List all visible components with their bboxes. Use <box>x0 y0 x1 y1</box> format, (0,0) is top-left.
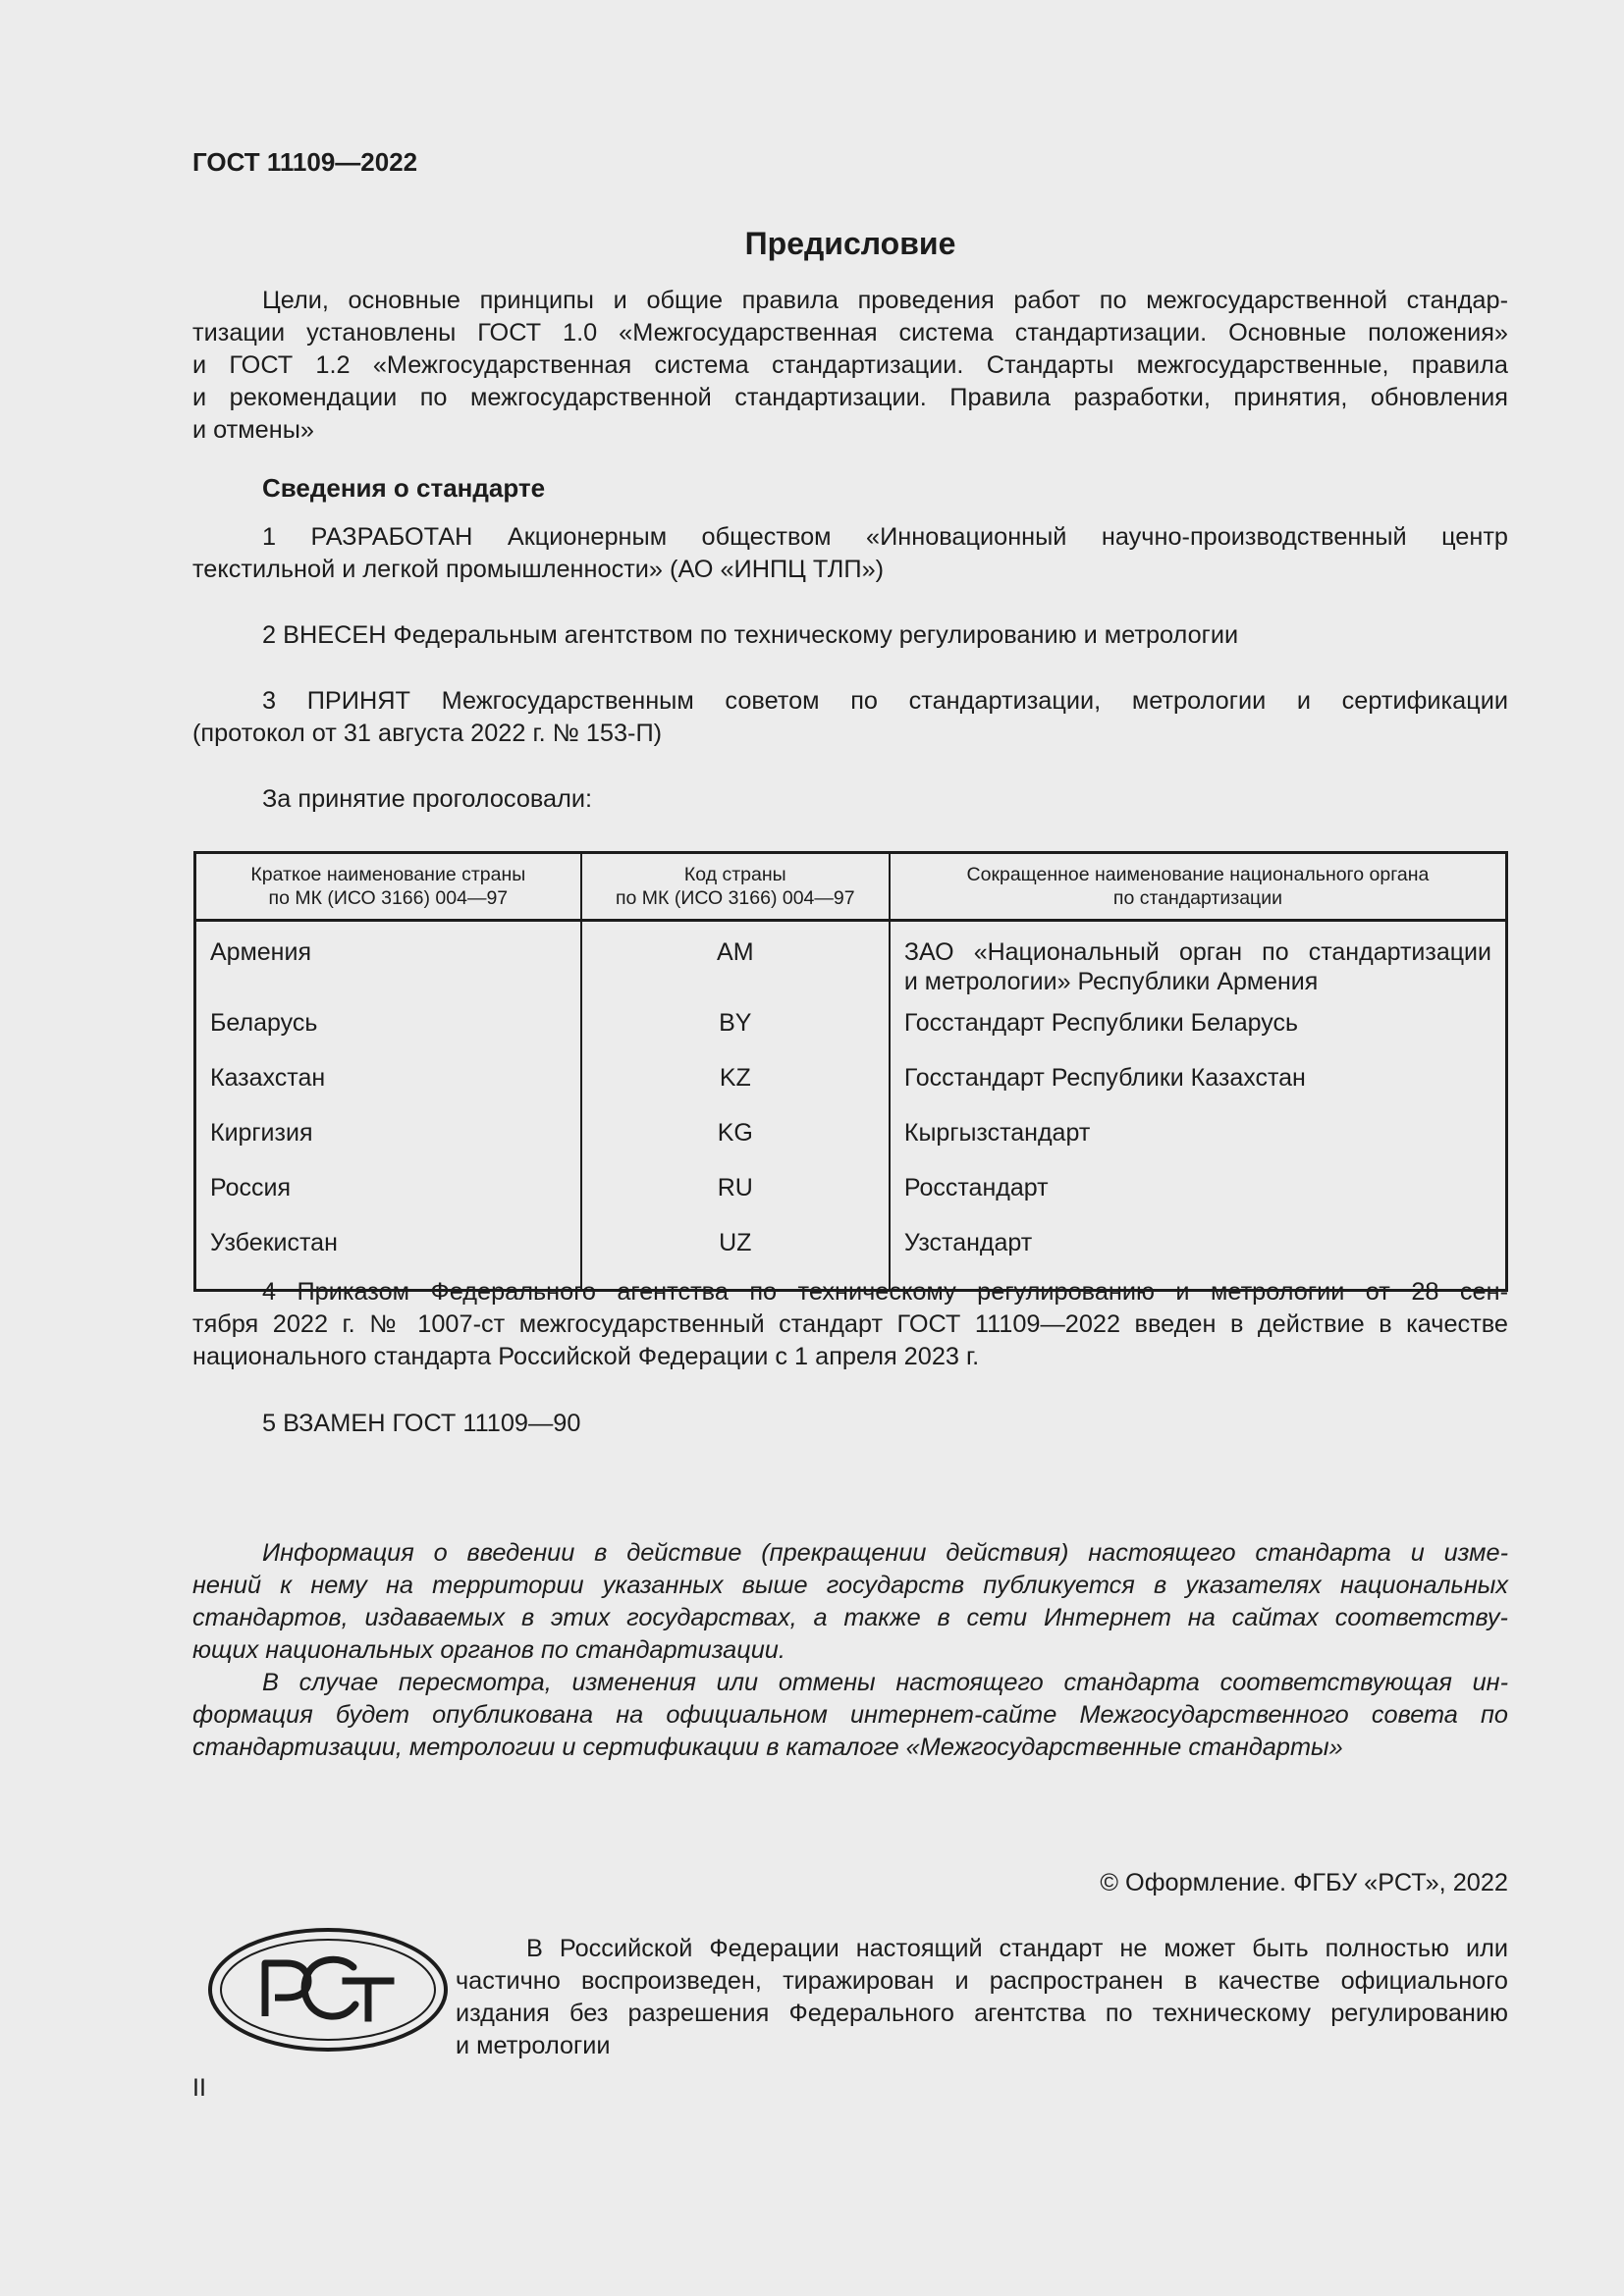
info-line: В случае пересмотра, изменения или отмены настоящего стандарта соответствующая ин- <box>262 1669 1508 1696</box>
item-line: тября 2022 г. № 1007-ст межгосударственный стандарт ГОСТ 11109—2022 введен в действие в качестве <box>192 1310 1508 1338</box>
country-cell: Беларусь <box>195 1002 581 1057</box>
item-enacted <box>192 1276 1508 1373</box>
organization-cell: Росстандарт <box>890 1167 1507 1222</box>
organization-cell: Госстандарт Республики Беларусь <box>890 1002 1507 1057</box>
column-header-country: Краткое наименование страны по МК (ИСО 3166) 004—97 <box>195 853 581 921</box>
info-paragraph <box>192 1537 1508 1764</box>
code-cell: UZ <box>581 1222 890 1291</box>
table-row <box>195 1057 1507 1112</box>
intro-line: Цели, основные принципы и общие правила проведения работ по межгосударственной стандар- <box>262 287 1508 314</box>
table-row <box>195 1112 1507 1167</box>
organization-cell: Кыргызстандарт <box>890 1112 1507 1167</box>
country-cell: Киргизия <box>195 1112 581 1167</box>
notice-line: и метрологии <box>456 2032 611 2059</box>
code-cell: KZ <box>581 1057 890 1112</box>
item-developed <box>192 521 1508 586</box>
code-cell: AM <box>581 921 890 1003</box>
info-line: ющих национальных органов по стандартизации. <box>192 1636 785 1664</box>
document-code: ГОСТ 11109—2022 <box>192 147 418 177</box>
item-line: текстильной и легкой промышленности» (АО «ИНПЦ ТЛП») <box>192 556 885 583</box>
voted-label <box>192 783 1508 816</box>
section-subheading: Сведения о стандарте <box>262 473 546 503</box>
country-cell: Казахстан <box>195 1057 581 1112</box>
copyright-line: © Оформление. ФГБУ «РСТ», 2022 <box>1100 1869 1508 1896</box>
intro-paragraph <box>192 285 1508 447</box>
code-cell: BY <box>581 1002 890 1057</box>
info-line: формация будет опубликована на официальном интернет-сайте Межгосударственного совета по <box>192 1701 1508 1729</box>
notice-line: частично воспроизведен, тиражирован и распространен в качестве официального <box>456 1967 1508 1995</box>
intro-line: и рекомендации по межгосударственной стандартизации. Правила разработки, принятия, обновления <box>192 384 1508 411</box>
table-row <box>195 1002 1507 1057</box>
item-introduced <box>192 619 1508 652</box>
country-cell: Россия <box>195 1167 581 1222</box>
notice-line: издания без разрешения Федерального агентства по техническому регулированию <box>456 2000 1508 2027</box>
item-line: 5 ВЗАМЕН ГОСТ 11109—90 <box>262 1410 581 1437</box>
item-line: национального стандарта Российской Федерации с 1 апреля 2023 г. <box>192 1343 980 1370</box>
organization-cell: Госстандарт Республики Казахстан <box>890 1057 1507 1112</box>
info-line: стандартизации, метрологии и сертификации в каталоге «Межгосударственные стандарты» <box>192 1734 1343 1761</box>
table-row <box>195 921 1507 1003</box>
organization-cell: ЗАО «Национальный орган по стандартизации и метрологии» Республики Армения <box>890 921 1507 1003</box>
intro-line: тизации установлены ГОСТ 1.0 «Межгосударственная система стандартизации. Основные положения» <box>192 319 1508 347</box>
item-line: За принятие проголосовали: <box>262 785 593 813</box>
country-cell: Армения <box>195 921 581 1003</box>
item-line: 3 ПРИНЯТ Межгосударственным советом по стандартизации, метрологии и сертификации <box>262 687 1508 715</box>
voting-countries-table <box>193 851 1508 1292</box>
item-line: 1 РАЗРАБОТАН Акционерным обществом «Инновационный научно-производственный центр <box>262 523 1508 551</box>
organization-cell: Узстандарт <box>890 1222 1507 1291</box>
code-cell: KG <box>581 1112 890 1167</box>
notice-line: В Российской Федерации настоящий стандарт не может быть полностью или <box>526 1935 1508 1962</box>
info-line: стандартов, издаваемых в этих государствах, а также в сети Интернет на сайтах соответству- <box>192 1604 1508 1631</box>
code-cell: RU <box>581 1167 890 1222</box>
page-number: II <box>192 2074 206 2102</box>
rst-logo-icon <box>206 1926 450 2058</box>
page-title: Предисловие <box>744 226 956 261</box>
item-line: 2 ВНЕСЕН Федеральным агентством по техническому регулированию и метрологии <box>262 621 1239 649</box>
table-row <box>195 1167 1507 1222</box>
copyright-notice <box>456 1933 1508 2062</box>
table-header-row <box>195 853 1507 921</box>
column-header-organization: Сокращенное наименование национального органа по стандартизации <box>890 853 1507 921</box>
intro-line: и отмены» <box>192 416 314 444</box>
item-line: 4 Приказом Федерального агентства по техническому регулированию и метрологии от 28 сен- <box>262 1278 1508 1306</box>
intro-line: и ГОСТ 1.2 «Межгосударственная система стандартизации. Стандарты межгосударственные, правила <box>192 351 1508 379</box>
country-cell: Узбекистан <box>195 1222 581 1291</box>
info-line: нений к нему на территории указанных выше государств публикуется в указателях национальных <box>192 1572 1508 1599</box>
item-line: (протокол от 31 августа 2022 г. № 153-П) <box>192 720 663 747</box>
column-header-code: Код страны по МК (ИСО 3166) 004—97 <box>581 853 890 921</box>
item-replaces <box>192 1408 1508 1440</box>
item-adopted <box>192 685 1508 750</box>
info-line: Информация о введении в действие (прекращении действия) настоящего стандарта и изме- <box>262 1539 1508 1567</box>
